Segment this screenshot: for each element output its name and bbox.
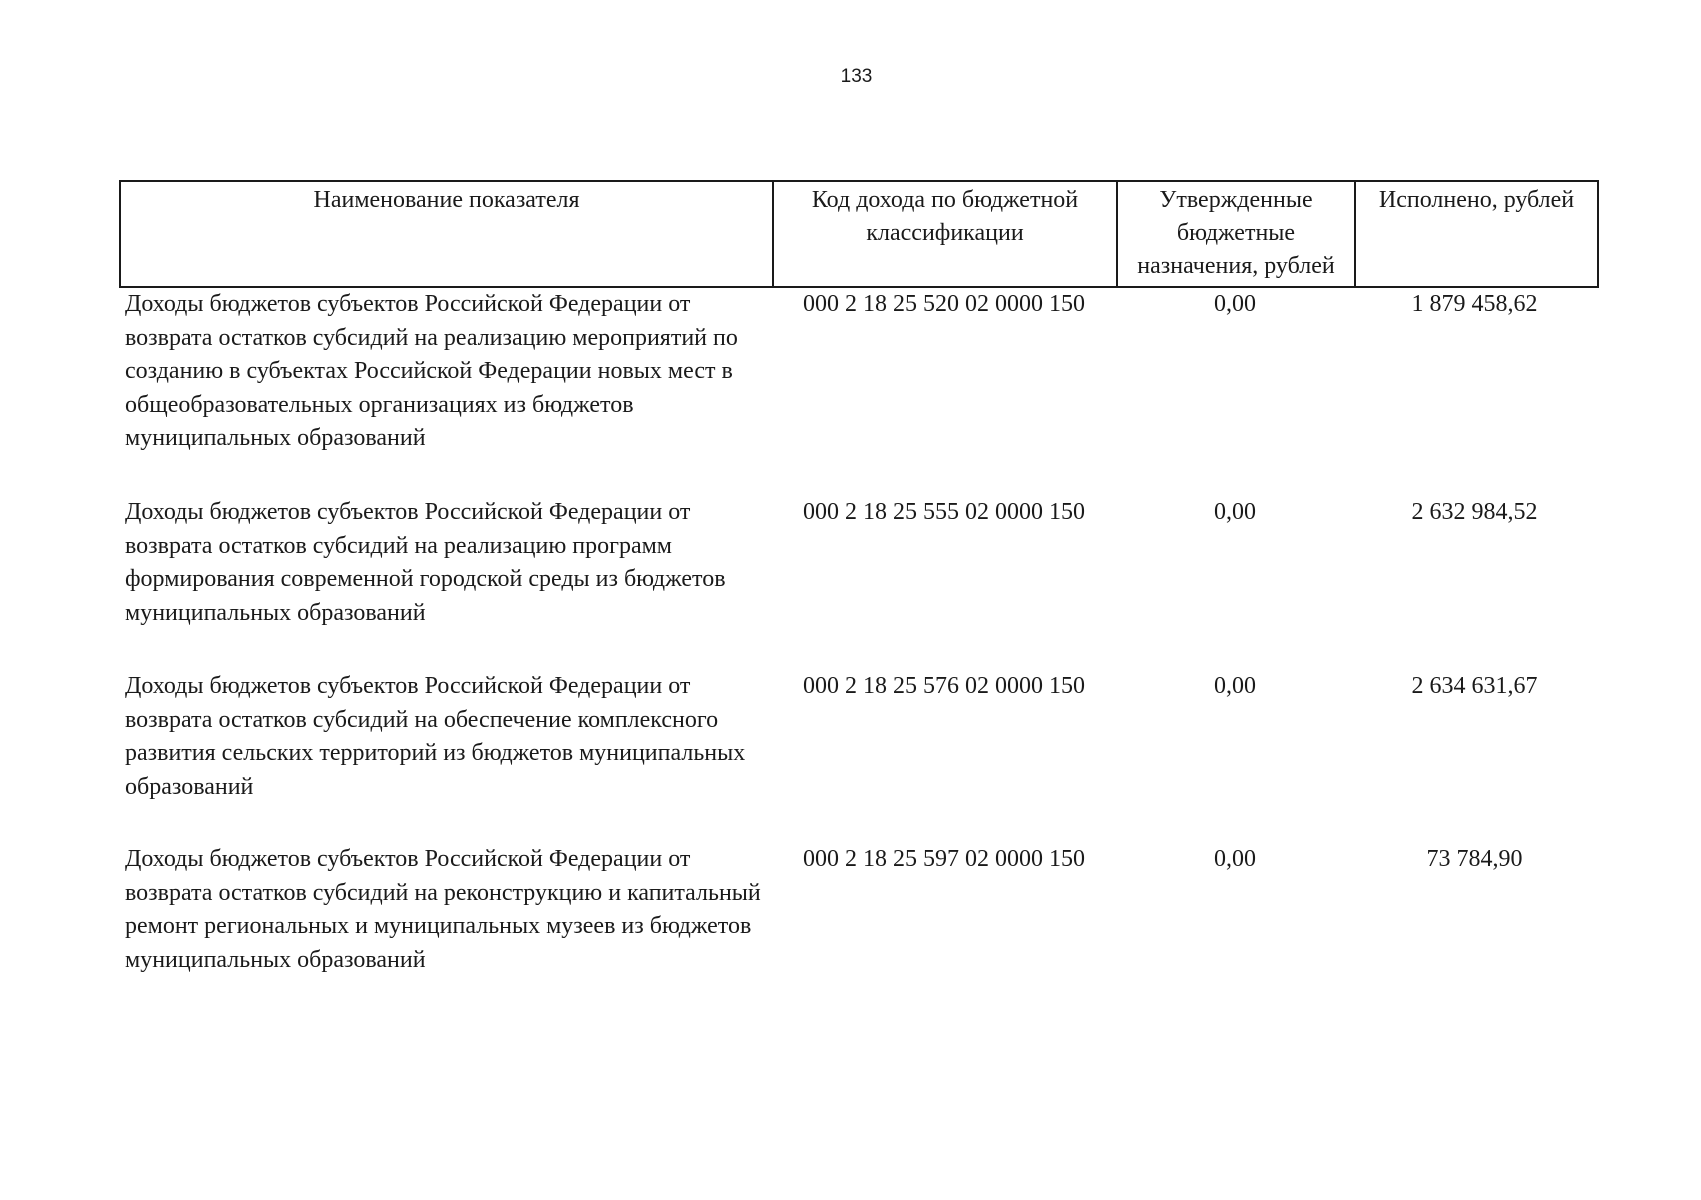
row-indicator-name: Доходы бюджетов субъектов Российской Федерации от возврата остатков субсидий на реализацию программ формирования современной городской среды из бюджетов муниципальных образований (125, 499, 726, 626)
row-indicator-name: Доходы бюджетов субъектов Российской Федерации от возврата остатков субсидий на реализацию мероприятий по созданию в субъектах Российской Федерации новых мест в общеобразовательных организациях из бюджетов муниципальных образований (125, 291, 738, 451)
row-income-code: 000 2 18 25 520 02 0000 150 (803, 291, 1085, 317)
header-approved-budget: Утвержденные бюджетные назначения, рублей (1118, 182, 1356, 286)
row-approved-amount: 0,00 (1214, 846, 1256, 872)
row-approved-amount: 0,00 (1214, 291, 1256, 317)
row-executed-amount: 2 634 631,67 (1411, 673, 1538, 699)
header-executed: Исполнено, рублей (1378, 187, 1575, 213)
table-row (119, 843, 1599, 977)
row-approved-amount: 0,00 (1214, 673, 1256, 699)
row-indicator-name: Доходы бюджетов субъектов Российской Федерации от возврата остатков субсидий на реконструкцию и капитальный ремонт региональных и муниципальных музеев из бюджетов муниципальных образований (125, 846, 761, 973)
row-indicator-name: Доходы бюджетов субъектов Российской Федерации от возврата остатков субсидий на обеспечение комплексного развития сельских территорий из бюджетов муниципальных образований (125, 673, 746, 800)
row-approved-amount: 0,00 (1214, 499, 1256, 525)
table-header (119, 180, 1599, 288)
row-executed-amount: 73 784,90 (1426, 846, 1523, 872)
page-number: 133 (840, 66, 873, 87)
table-row (119, 288, 1599, 456)
row-income-code: 000 2 18 25 597 02 0000 150 (803, 846, 1085, 872)
row-executed-amount: 2 632 984,52 (1411, 499, 1538, 525)
header-indicator-name: Наименование показателя (121, 182, 774, 286)
table-row (119, 670, 1599, 804)
header-income-code: Код дохода по бюджетной классификации (774, 182, 1118, 286)
row-executed-amount: 1 879 458,62 (1411, 291, 1538, 317)
row-income-code: 000 2 18 25 555 02 0000 150 (803, 499, 1085, 525)
row-income-code: 000 2 18 25 576 02 0000 150 (803, 673, 1085, 699)
table-row (119, 496, 1599, 630)
